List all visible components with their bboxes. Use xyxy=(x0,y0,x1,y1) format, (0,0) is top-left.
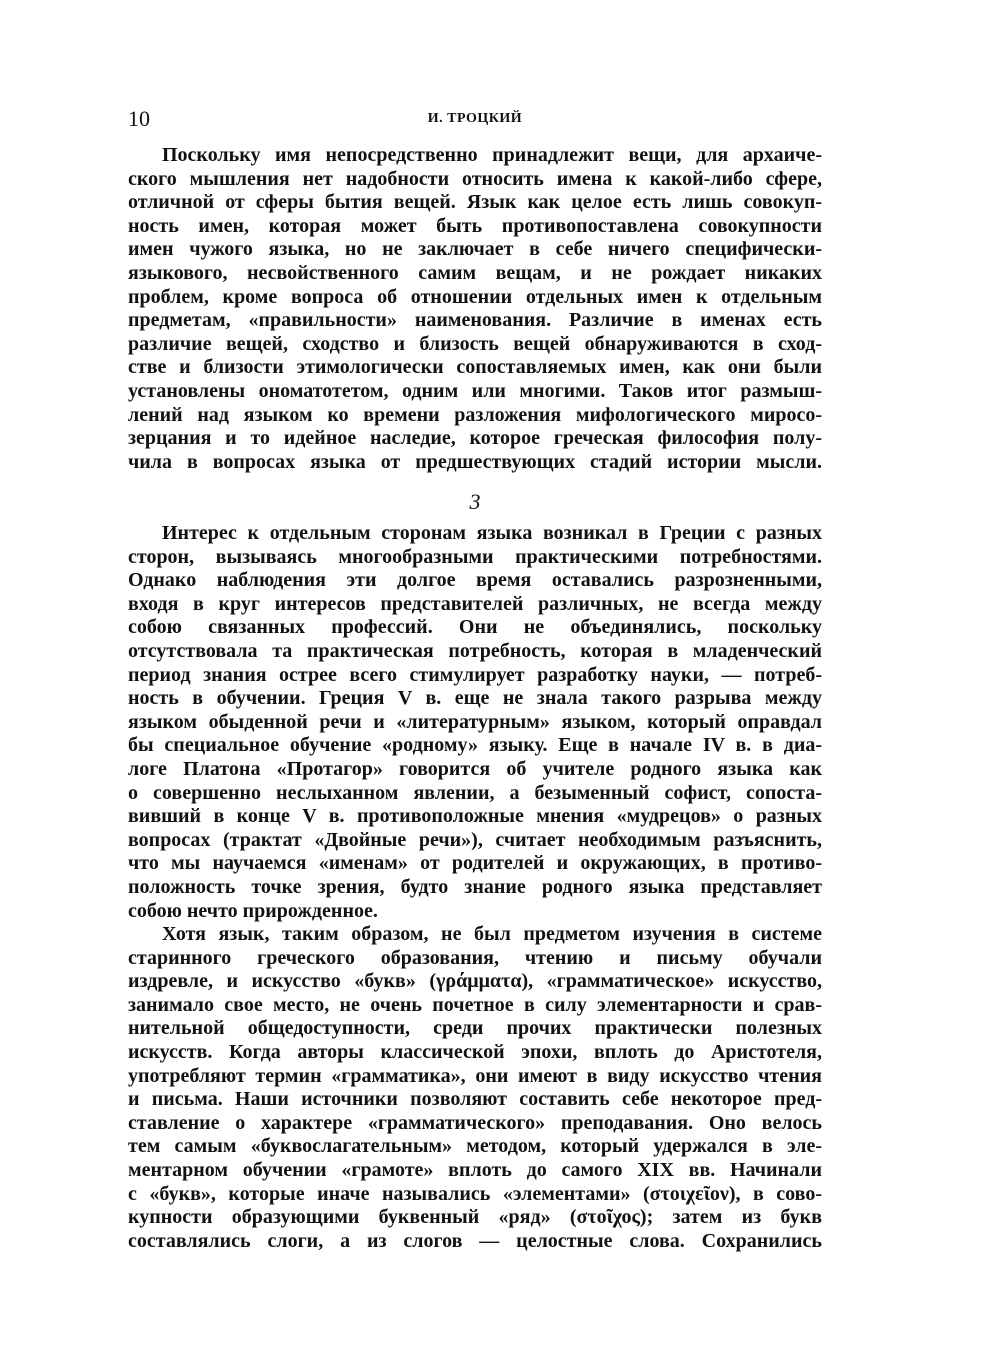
text-line: нительной общедоступности, среди прочих практически полезных xyxy=(128,1017,822,1040)
text-line: Интерес к отдельным сторонам языка возникал в Греции с разных xyxy=(162,522,822,544)
text-line: ского мышления нет надобности относить имена к какой-либо сфере, xyxy=(128,167,822,190)
text-line: ность в обучении. Греция V в. еще не знала такого разрыва между xyxy=(128,687,822,710)
text-line: отличной от сферы бытия вещей. Язык как целое есть лишь совокуп- xyxy=(128,191,822,214)
text-line: тем самым «буквослагательным» методом, который удержался в эле- xyxy=(128,1135,822,1158)
paragraph-2 xyxy=(128,522,822,1253)
text-line: отсутствовала та практическая потребность, которая в младенческий xyxy=(128,639,822,662)
text-line: с «букв», которые иначе назывались «элементами» (στοιχεῖον), в сово- xyxy=(128,1182,822,1205)
text-line: чила в вопросах языка от предшествующих стадий истории мысли. xyxy=(128,450,822,473)
text-line: положность точке зрения, будто знание родного языка представляет xyxy=(128,875,822,898)
running-head: И. ТРОЦКИЙ xyxy=(427,111,523,126)
text-line: установлены ономатотетом, одним или многими. Таков итог размыш- xyxy=(128,379,822,402)
text-line: ность имен, которая может быть противопоставлена совокупности xyxy=(128,214,822,237)
page-header xyxy=(128,104,822,134)
text-line: Однако наблюдения эти долгое время оставались разрозненными, xyxy=(128,569,822,592)
text-line: составлялись слоги, а из слогов — целостные слова. Сохранились xyxy=(128,1229,822,1252)
page-number: 10 xyxy=(128,106,150,131)
text-line: купности образующими буквенный «ряд» (στοῖχος); затем из букв xyxy=(128,1206,822,1229)
text-line: о совершенно неслыханном явлении, а безыменный софист, сопоста- xyxy=(128,781,822,804)
text-line: Поскольку имя непосредственно принадлежит вещи, для архаиче- xyxy=(162,144,822,166)
paragraph-1 xyxy=(128,144,822,474)
text-line: зерцания и то идейное наследие, которое греческая философия полу- xyxy=(128,427,822,450)
text-line: имен чужого языка, но не заключает в себе ничего специфически- xyxy=(128,238,822,261)
text-line: логе Платона «Протагор» говорится об учителе родного языка как xyxy=(128,757,822,780)
text-line: употребляют термин «грамматика», они имеют в виду искусство чтения xyxy=(128,1064,822,1087)
text-line: и письма. Наши источники позволяют составить себе некоторое пред- xyxy=(128,1088,822,1111)
text-line: лений над языком ко времени разложения мифологического миросо- xyxy=(128,403,822,426)
text-line: вивший в конце V в. противоположные мнения «мудрецов» о разных xyxy=(128,805,822,828)
text-line: языком обыденной речи и «литературным» языком, который оправдал xyxy=(128,710,822,733)
text-line: различие вещей, сходство и близость вещей обнаруживаются в сход- xyxy=(128,332,822,355)
text-line: вопросах (трактат «Двойные речи»), считает необходимым разъяснить, xyxy=(128,828,822,851)
text-line: бы специальное обучение «родному» языку. Еще в начале IV в. в диа- xyxy=(128,734,822,757)
section-number: 3 xyxy=(469,489,481,514)
text-line: искусств. Когда авторы классической эпохи, вплоть до Аристотеля, xyxy=(128,1041,822,1064)
text-line: сторон, вызываясь многообразными практическими потребностями. xyxy=(128,545,822,568)
text-line: издревле, и искусство «букв» (γράμματα), «грамматическое» искусство, xyxy=(128,970,822,993)
text-line: стве и близости этимологически сопоставляемых имен, как они были xyxy=(128,356,822,379)
text-line: что мы научаемся «именам» от родителей и окружающих, в противо- xyxy=(128,852,822,875)
text-line: период знания острее всего стимулирует разработку науки, — потреб- xyxy=(128,663,822,686)
text-line: занимало свое место, не очень почетное в силу элементарности и срав- xyxy=(128,993,822,1016)
text-line: предметам, «правильности» наименования. Различие в именах есть xyxy=(128,309,822,332)
text-line: старинного греческого образования, чтению и письму обучали xyxy=(128,946,822,969)
text-line: собою связанных профессий. Они не объединялись, поскольку xyxy=(128,616,822,639)
text-line: ставление о характере «грамматического» преподавания. Оно велось xyxy=(128,1111,822,1134)
text-line: Хотя язык, таким образом, не был предметом изучения в системе xyxy=(162,923,822,946)
text-line: входя в круг интересов представителей различных, не всегда между xyxy=(128,592,822,615)
text-line: собою нечто прирожденное. xyxy=(128,899,378,922)
text-line: ментарном обучении «грамоте» вплоть до самого XIX вв. Начинали xyxy=(128,1159,822,1182)
text-line: проблем, кроме вопроса об отношении отдельных имен к отдельным xyxy=(128,285,822,308)
text-line: языкового, несвойственного самим вещам, и не рождает никаких xyxy=(128,261,822,284)
